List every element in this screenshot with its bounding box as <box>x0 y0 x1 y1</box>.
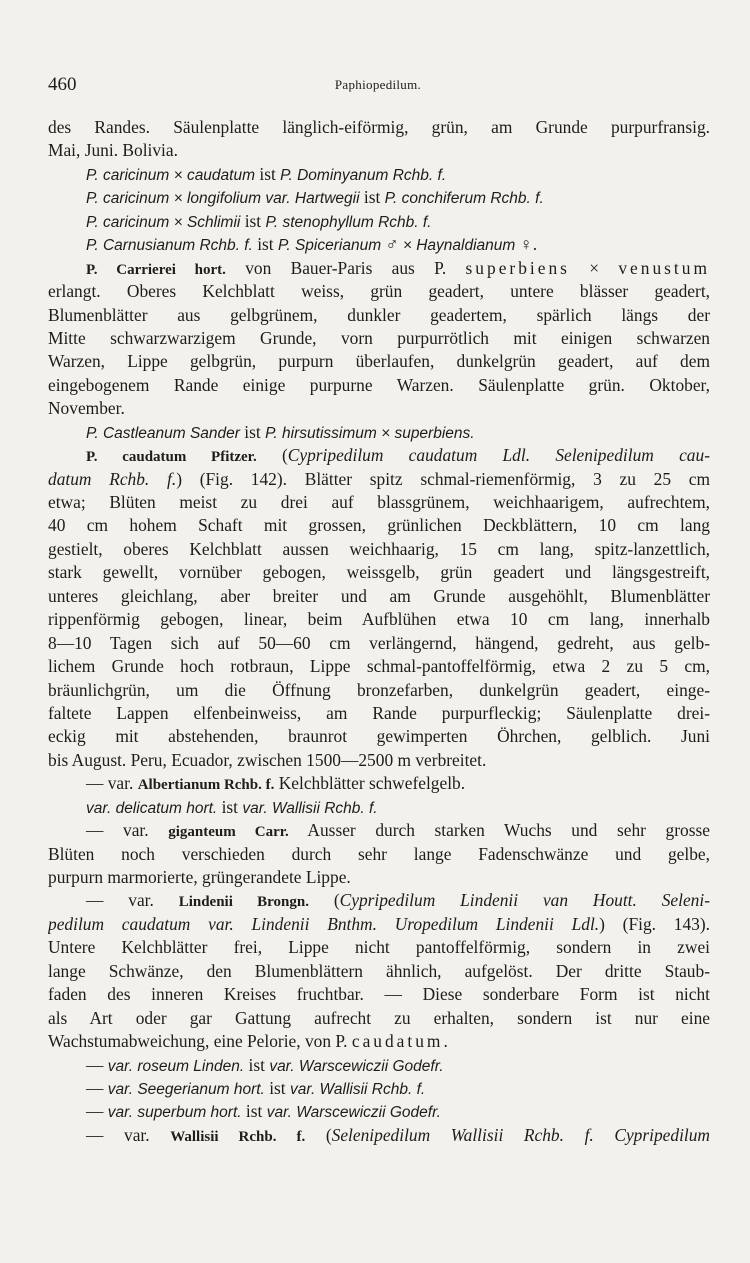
text-span: ♂ <box>381 234 403 255</box>
text-line <box>48 889 710 912</box>
text-line <box>48 421 710 444</box>
synonym-text: P. caricinum × Schlimii <box>86 213 241 231</box>
synonym-text: var. Seegerianum hort. <box>107 1080 265 1098</box>
text-line <box>48 796 710 819</box>
text-span: Mitte schwarzwarzigem Grunde, vorn purpurrötlich mit einigen schwarzen <box>48 327 710 348</box>
text-span: Warzen, Lippe gelbgrün, purpurn überlaufen, dunkelgrün geadert, auf dem <box>48 351 710 372</box>
text-line <box>48 257 710 280</box>
text-line <box>48 397 710 420</box>
synonym-text: P. caricinum × caudatum <box>86 166 256 184</box>
text-line <box>48 139 710 162</box>
synonym-text: P. Castleanum Sander <box>86 424 240 442</box>
text-span: bräunlichgrün, um die Öffnung bronzefarben, dunkelgrün geadert, einge- <box>48 679 710 700</box>
text-span: — var. <box>86 820 169 841</box>
text-span: datum Rchb. f. <box>48 468 177 489</box>
text-span: des Randes. Säulenplatte länglich-eiförmig, grün, am Grunde purpurfransig. <box>48 117 710 137</box>
text-span: ♀. <box>515 234 538 255</box>
text-span: × <box>569 257 619 278</box>
text-line <box>48 327 710 350</box>
text-span: — var. <box>86 773 138 794</box>
page-header <box>48 74 708 98</box>
text-span: ) (Fig. 143). <box>599 913 710 934</box>
synonym-text: P. stenophyllum Rchb. f. <box>265 213 432 231</box>
text-span: von Bauer-Paris aus P. <box>225 257 466 278</box>
text-span: unteres gleichlang, aber breiter und am Grunde ausgehöhlt, Blumenblätter <box>48 585 710 606</box>
text-span: etwa; Blüten meist zu drei auf blassgrünem, weichhaarigem, aufrechtem, <box>48 492 710 512</box>
text-line <box>48 843 710 866</box>
entry-heading: Lindenii Brongn. <box>178 894 309 911</box>
page-number: 460 <box>48 74 77 95</box>
text-span: Cypripedilum caudatum Ldl. Selenipedilum cau- <box>287 445 710 466</box>
text-span: superbiens <box>465 257 570 278</box>
text-span: lange Schwänze, den Blumenblättern ähnlich, aufgelöst. Der dritte Staub- <box>48 960 710 981</box>
synonym-text: var. Wallisii Rchb. f. <box>289 1080 426 1098</box>
text-span: stark gewellt, vornüber gebogen, weissgelb, grün geadert und längsgestreift, <box>48 562 710 583</box>
text-span: ist <box>359 187 385 208</box>
text-line <box>48 538 710 561</box>
text-line <box>48 632 710 655</box>
text-span: ist <box>252 234 278 255</box>
text-span: ( <box>308 890 340 911</box>
text-span: Kelchblätter schwefelgelb. <box>274 773 466 794</box>
text-line <box>48 233 710 256</box>
text-line <box>48 702 710 725</box>
synonym-text: var. delicatum hort. <box>86 799 218 817</box>
text-line <box>48 725 710 748</box>
text-line <box>48 679 710 702</box>
text-line <box>48 913 710 936</box>
text-line <box>48 608 710 631</box>
text-line <box>48 491 710 514</box>
running-head: Paphiopedilum. <box>334 77 422 92</box>
synonym-text: P. conchiferum Rchb. f. <box>384 190 544 208</box>
text-line <box>48 1030 710 1053</box>
text-span: 8—10 Tagen sich auf 50—60 cm verlängernd, hängend, gedreht, aus gelb- <box>48 632 710 653</box>
text-line <box>48 1007 710 1030</box>
synonym-text: var. Warscewiczii Godefr. <box>269 1057 444 1075</box>
text-line <box>48 1100 710 1123</box>
text-span: ist <box>240 210 266 231</box>
text-span: ist <box>264 1077 290 1098</box>
text-line <box>48 1124 710 1147</box>
entry-heading: giganteum Carr. <box>168 824 289 841</box>
text-span: Mai, Juni. Bolivia. <box>48 140 178 161</box>
text-line <box>48 514 710 537</box>
synonym-text: var. Wallisii Rchb. f. <box>242 799 378 817</box>
text-line <box>48 819 710 842</box>
synonym-text: var. Warscewiczii Godefr. <box>266 1104 441 1122</box>
text-line <box>48 163 710 186</box>
text-span: erlangt. Oberes Kelchblatt weiss, grün geadert, untere blässer geadert, <box>48 281 710 302</box>
entry-heading: Albertianum Rchb. f. <box>137 777 275 794</box>
synonym-text: var. roseum Linden. <box>107 1057 245 1075</box>
synonym-text: var. superbum hort. <box>107 1104 242 1122</box>
entry-heading: P. caudatum Pfitzer. <box>86 449 257 466</box>
text-span: Wachstumabweichung, eine Pelorie, von P. <box>48 1031 352 1052</box>
text-line <box>48 749 710 772</box>
text-span: faden des inneren Kreises fruchtbar. — Diese sonderbare Form ist nicht <box>48 984 710 1005</box>
text-line <box>48 186 710 209</box>
text-line <box>48 116 710 139</box>
text-span: Cypripedilum Lindenii van Houtt. Seleni- <box>339 890 710 911</box>
text-span: ist <box>239 421 266 442</box>
text-line <box>48 468 710 491</box>
synonym-text: P. caricinum × longifolium var. Hartwegii <box>86 190 360 208</box>
text-line <box>48 585 710 608</box>
text-span: rippenförmig gebogen, linear, beim Aufblühen etwa 10 cm lang, innerhalb <box>48 609 710 630</box>
synonym-text: P. Spicerianum <box>278 237 382 255</box>
text-span: als Art oder gar Gattung aufrecht zu erhalten, sondern ist nur eine <box>48 1007 710 1028</box>
text-line <box>48 866 710 889</box>
synonym-text: P. Carnusianum Rchb. f. <box>86 237 253 255</box>
text-span: — var. <box>86 1124 171 1145</box>
text-line <box>48 210 710 233</box>
synonym-text: P. Dominyanum Rchb. f. <box>280 166 447 184</box>
synonym-text: P. hirsutissimum × superbiens. <box>265 424 475 442</box>
text-line <box>48 983 710 1006</box>
text-span: — <box>86 1054 108 1075</box>
text-line <box>48 1054 710 1077</box>
entry-heading: P. Carrierei hort. <box>86 261 226 278</box>
text-span: Blüten noch verschieden durch sehr lange Fadenschwänze und gelbe, <box>48 843 710 864</box>
entry-heading: Wallisii Rchb. f. <box>170 1128 306 1145</box>
text-span: Blumenblätter aus gelbgrünem, dunkler geadertem, spärlich längs der <box>48 304 710 325</box>
text-span: Ausser durch starken Wuchs und sehr grosse <box>288 820 710 841</box>
text-span: November. <box>48 398 125 419</box>
text-line <box>48 374 710 397</box>
text-span: ( <box>305 1124 332 1145</box>
text-span: lichem Grunde hoch rotbraun, Lippe schmal-pantoffelförmig, etwa 2 zu 5 cm, <box>48 656 710 677</box>
text-line <box>48 772 710 795</box>
text-span: — <box>86 1077 108 1098</box>
text-span: pedilum caudatum var. Lindenii Bnthm. Uropedilum Lindenii Ldl. <box>48 913 600 934</box>
text-span: — <box>86 1101 108 1122</box>
text-line <box>48 350 710 373</box>
text-span: ist <box>255 163 281 184</box>
text-span: ) (Fig. 142). Blätter spitz schmal-riemenförmig, 3 zu 25 cm <box>176 468 710 489</box>
text-span: ist <box>217 796 243 817</box>
text-span: venustum <box>618 257 710 278</box>
text-span: ist <box>241 1101 267 1122</box>
text-span: ( <box>256 445 288 466</box>
text-span: gestielt, oberes Kelchblatt aussen weichhaarig, 15 cm lang, spitz-lanzettlich, <box>48 538 710 559</box>
text-span: eingebogenem Rande einige purpurne Warzen. Säulenplatte grün. Oktober, <box>48 374 710 395</box>
text-span: caudatum. <box>351 1031 451 1052</box>
text-span: eckig mit abstehenden, braunrot gewimperten Öhrchen, gelblich. Juni <box>48 726 710 747</box>
text-span: Untere Kelchblätter frei, Lippe nicht pantoffelförmig, sondern in zwei <box>48 937 710 958</box>
text-span: purpurn marmorierte, grüngerandete Lippe. <box>48 867 351 887</box>
text-span: 40 cm hohem Schaft mit grossen, grünlichen Deckblättern, 10 cm lang <box>48 515 710 536</box>
body-text <box>48 116 710 1147</box>
text-span: Selenipedilum Wallisii Rchb. f. Cypripedilum <box>331 1124 710 1145</box>
text-line <box>48 960 710 983</box>
text-line <box>48 1077 710 1100</box>
text-span: bis August. Peru, Ecuador, zwischen 1500—2500 m verbreitet. <box>48 749 487 770</box>
text-line <box>48 304 710 327</box>
text-line <box>48 280 710 303</box>
text-line <box>48 444 710 467</box>
text-line <box>48 936 710 959</box>
synonym-text: × Haynaldianum <box>402 237 516 255</box>
text-span: faltete Lappen elfenbeinweiss, am Rande purpurfleckig; Säulenplatte drei- <box>48 702 710 723</box>
text-span: — var. <box>86 890 179 911</box>
text-line <box>48 655 710 678</box>
text-line <box>48 561 710 584</box>
text-span: ist <box>244 1054 270 1075</box>
